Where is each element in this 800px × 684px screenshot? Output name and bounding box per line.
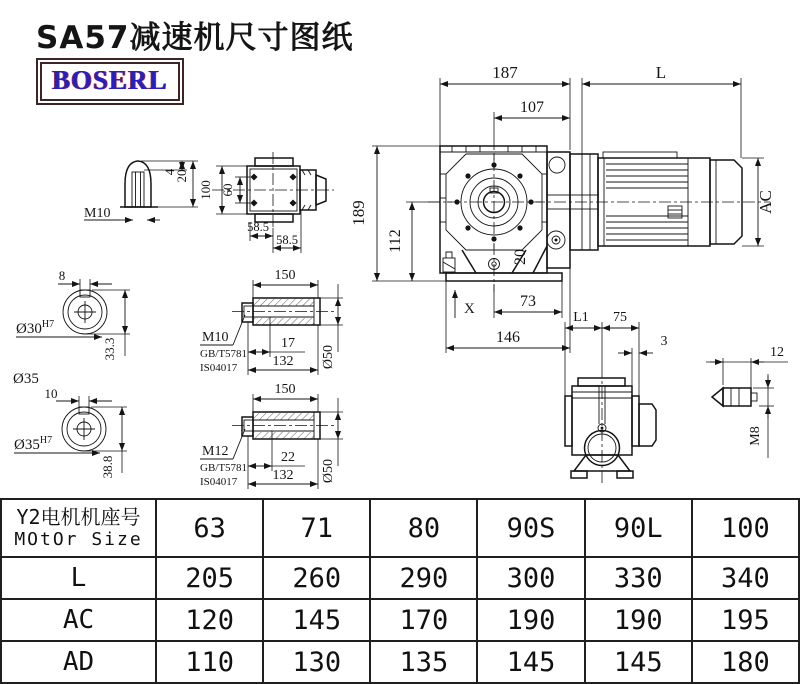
table-row-AC <box>1 599 799 641</box>
dim-top-100: 100 <box>198 180 213 200</box>
plug-detail-view <box>84 161 198 221</box>
row-label-AC: AC <box>1 599 156 641</box>
col-71: 71 <box>263 499 370 557</box>
dim-plug-20: 20 <box>174 169 189 183</box>
row-label-AD: AD <box>1 641 156 683</box>
conduit-box <box>639 404 656 446</box>
motor-dimension-table <box>0 498 800 684</box>
col-90L: 90L <box>585 499 692 557</box>
bore30-dia: Ø30 <box>16 321 42 337</box>
brand-logo-text: BOSERL <box>52 65 168 95</box>
bore35-view <box>14 386 127 478</box>
col-90S: 90S <box>477 499 584 557</box>
cell-AC-71: 145 <box>263 599 370 641</box>
cell-AC-100: 195 <box>692 599 799 641</box>
brand-logo <box>36 58 184 105</box>
dim-s1-150: 150 <box>274 268 296 283</box>
cell-AD-71: 130 <box>263 641 370 683</box>
label-s2-iso: IS04017 <box>200 476 238 488</box>
bore35-tol: H7 <box>39 435 53 446</box>
hollow-shaft1-view <box>200 268 343 375</box>
main-view <box>349 63 775 353</box>
label-s1-iso: IS04017 <box>200 362 238 374</box>
lifting-lug <box>549 157 565 173</box>
table-row-AD <box>1 641 799 683</box>
dim-s2-150: 150 <box>274 382 296 397</box>
dim-top-60: 60 <box>220 183 235 197</box>
cell-L-90L: 330 <box>585 557 692 599</box>
dim-bore30-333: 33.3 <box>102 337 117 361</box>
dim-rear-3: 3 <box>660 334 668 349</box>
dim-top-585a: 58.5 <box>247 220 269 234</box>
dim-s2-22: 22 <box>281 450 295 465</box>
cell-L-71: 260 <box>263 557 370 599</box>
col-63: 63 <box>156 499 263 557</box>
dim-plug-4: 4 <box>162 168 177 176</box>
bolt-tip <box>712 388 723 406</box>
bore35-dia: Ø35 <box>14 437 40 453</box>
label-plug-thread: M10 <box>84 206 111 221</box>
cell-AD-90S: 145 <box>477 641 584 683</box>
plug-dome <box>125 161 151 207</box>
label-bore35 <box>14 435 52 453</box>
dim-bore35-388: 38.8 <box>100 455 115 479</box>
dim-top-585b: 58.5 <box>276 233 298 247</box>
cell-AD-100: 180 <box>692 641 799 683</box>
header-motor-size-cell <box>1 499 156 557</box>
table-header-row <box>1 499 799 557</box>
gearbox-top-view <box>198 152 334 253</box>
dim-146: 146 <box>496 329 520 346</box>
dim-s2-132: 132 <box>272 468 294 483</box>
dim-s1-132: 132 <box>272 354 294 369</box>
gearbox-base <box>446 273 562 281</box>
page-title: SA57减速机尺寸图纸 <box>36 20 354 56</box>
cell-L-100: 340 <box>692 557 799 599</box>
dim-bore35-key10: 10 <box>44 386 58 401</box>
cell-AC-63: 120 <box>156 599 263 641</box>
dim-AC: AC <box>756 190 775 214</box>
label-bore30 <box>16 319 54 337</box>
bore30-view <box>13 268 130 387</box>
dim-bolt-12: 12 <box>770 345 784 360</box>
rear-view <box>565 310 668 484</box>
dim-bolt-M8: M8 <box>748 426 763 446</box>
cell-AC-90L: 190 <box>585 599 692 641</box>
cell-L-63: 205 <box>156 557 263 599</box>
cell-AC-80: 170 <box>370 599 477 641</box>
header-motor-size-cn: Y2电机机座号 <box>16 505 141 529</box>
dim-s1-d50: Ø50 <box>321 344 336 370</box>
dim-s2-d50: Ø50 <box>321 458 336 484</box>
dim-rear-75: 75 <box>613 310 627 325</box>
bolt-head <box>723 388 751 406</box>
dim-rear-L1: L1 <box>573 310 589 325</box>
cell-AD-80: 135 <box>370 641 477 683</box>
dim-112: 112 <box>387 229 404 253</box>
dim-107: 107 <box>520 99 544 116</box>
label-hub-od35: Ø35 <box>13 371 39 387</box>
label-s1-gb: GB/T5781 <box>200 348 248 360</box>
dim-s1-17: 17 <box>281 336 295 351</box>
cell-AD-63: 110 <box>156 641 263 683</box>
dim-187: 187 <box>492 63 518 82</box>
cell-AD-90L: 145 <box>585 641 692 683</box>
cell-AC-90S: 190 <box>477 599 584 641</box>
dim-73: 73 <box>520 293 536 310</box>
cell-L-80: 290 <box>370 557 477 599</box>
col-80: 80 <box>370 499 477 557</box>
hollow-shaft2-view <box>200 382 343 489</box>
dim-189: 189 <box>349 200 368 226</box>
label-s2-thread: M12 <box>202 444 229 459</box>
bolt-detail-view <box>706 345 788 458</box>
table-row-L <box>1 557 799 599</box>
row-label-L: L <box>1 557 156 599</box>
dim-bore30-key8: 8 <box>58 268 66 283</box>
dim-X: X <box>464 301 475 317</box>
dim-20: 20 <box>512 249 529 265</box>
bore30-tol: H7 <box>41 319 55 330</box>
label-s2-gb: GB/T5781 <box>200 462 248 474</box>
header-motor-size-en: MOtOr Size <box>14 529 143 550</box>
label-s1-thread: M10 <box>202 330 229 345</box>
cell-L-90S: 300 <box>477 557 584 599</box>
col-100: 100 <box>692 499 799 557</box>
dim-L: L <box>655 63 667 82</box>
